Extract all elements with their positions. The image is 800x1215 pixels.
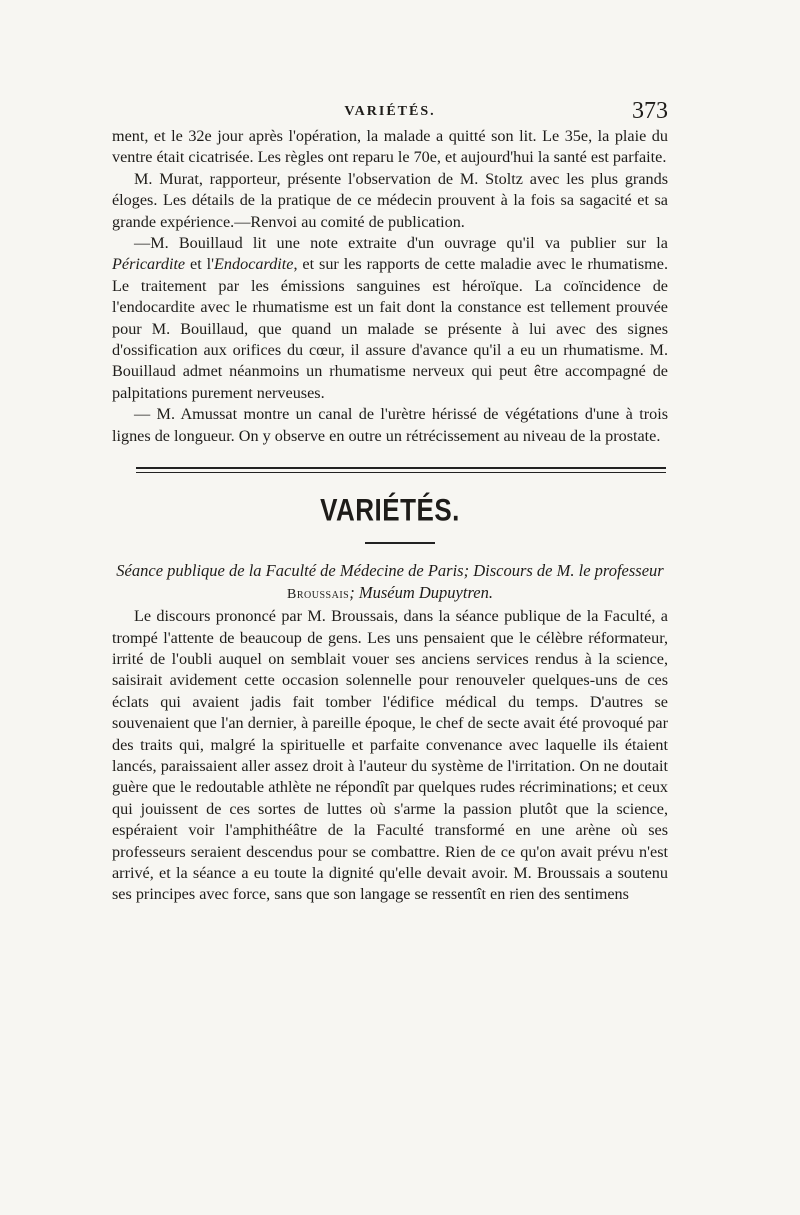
book-page <box>112 98 668 906</box>
emphasis-pericardite: Péricardite <box>112 255 186 274</box>
paragraph-text: et l' <box>185 255 215 274</box>
paragraph-continuation: ment, et le 32e jour après l'opération, la malade a quitté son lit. Le 35e, la plaie du ventre était cicatrisée. Les règles ont reparu le 70e, et aujourd'hui la santé est parfaite. <box>112 127 668 167</box>
running-head <box>112 98 668 126</box>
paragraph-amussat: — M. Amussat montre un canal de l'urètre hérissé de végétations d'une à trois lignes de longueur. On y observe en outre un rétrécissement au niveau de la prostate. <box>112 405 668 445</box>
paragraph-bouillaud-note <box>112 233 668 404</box>
subhead-text: Séance publique de la Faculté de Médecine de Paris; Discours de M. le professeur <box>116 561 664 581</box>
emphasis-endocardite: Endocardite <box>214 255 294 274</box>
page-number: 373 <box>632 98 668 124</box>
title-underline <box>365 542 435 544</box>
subhead-name: Broussais <box>287 587 350 603</box>
section-title: VARIÉTÉS. <box>320 491 460 528</box>
paragraph-text: —M. Bouillaud lit une note extraite d'un ouvrage qu'il va publier sur la <box>134 234 668 253</box>
paragraph-murat-report: M. Murat, rapporteur, présente l'observation de M. Stoltz avec les plus grands éloges. Les détails de la pratique de ce médecin prouvent à la fois sa sagacité et sa grande expérience.—Renvoi au comité de publication. <box>112 169 668 231</box>
article-subheading <box>112 560 668 606</box>
subhead-text: ; Muséum Dupuytren. <box>349 583 493 603</box>
paragraph-text: , et sur les rapports de cette maladie avec le rhumatisme. Le traitement par les émissions sanguines est héroïque. La coïncidence de l'endocardite avec le rhumatisme est un fait dont la constance est tellement prouvée pour M. Bouillaud, que quand un malade se présente à lui avec des signes d'ossification aux orifices du cœur, il assure d'avance qu'il a eu un rhumatisme. M. Bouillaud admet néanmoins un rhumatisme nerveux qui peut être accompagné de palpitations purement nerveuses. <box>112 255 668 402</box>
section-divider <box>136 467 666 473</box>
running-title: VARIÉTÉS. <box>344 104 436 119</box>
paragraph-broussais-discourse: Le discours prononcé par M. Broussais, dans la séance publique de la Faculté, a trompé l'attente de beaucoup de gens. Les uns pensaient que le célèbre réformateur, irrité de l'oubli auquel on semblait vouer ses anciens services rendus à la science, saisirait avidement cette occasion solennelle pour renouveler quelques-uns de ces éclats qui avaient jadis fait tomber l'édifice médical du temps. D'autres se souvenaient que l'an dernier, à pareille époque, le chef de secte avait été provoqué par des traits qui, malgré la spirituelle et parfaite convenance avec laquelle ils étaient lancés, paraissaient aller assez droit à l'auteur du système de l'irritation. On ne doutait guère que le redoutable athlète ne répondît par quelques rudes récriminations; et ceux qui jouissent de ces sortes de luttes où s'arme la passion plutôt que la science, espéraient voir l'amphithéâtre de la Faculté transformé en une arène où ses professeurs seraient descendus pour se combattre. Rien de ce qu'on avait prévu n'est arrivé, et la séance a eu toute la dignité qu'elle devait avoir. M. Broussais a soutenu ses principes avec force, sans que son langage se ressentît en rien des sentimens <box>112 607 668 904</box>
